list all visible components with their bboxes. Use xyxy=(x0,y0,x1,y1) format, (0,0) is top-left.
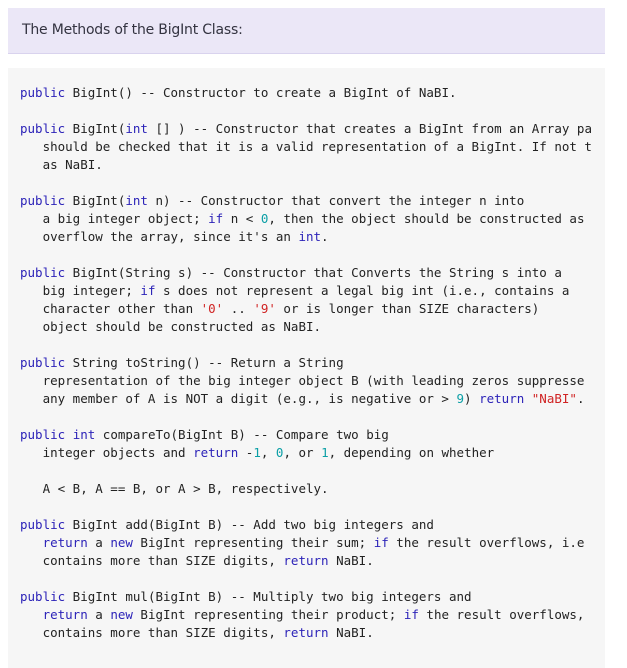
code-token-plain: contains more than SIZE digits, xyxy=(20,553,284,568)
code-token-plain: a big integer object; xyxy=(20,211,209,226)
code-token-kw: public xyxy=(20,121,66,136)
code-token-kw: public xyxy=(20,589,66,604)
code-token-kw: public xyxy=(20,427,66,442)
code-token-plain: a xyxy=(87,607,111,622)
code-line xyxy=(20,606,592,624)
code-line xyxy=(20,372,592,390)
code-token-plain xyxy=(524,391,532,406)
method-block xyxy=(20,588,592,642)
code-token-plain: ) xyxy=(464,391,480,406)
code-token-str: "NaBI" xyxy=(531,391,577,406)
code-token-kw: public xyxy=(20,193,66,208)
code-line xyxy=(20,534,592,552)
code-token-plain: BigInt( xyxy=(65,193,126,208)
method-block xyxy=(20,192,592,246)
code-token-plain: a xyxy=(87,535,111,550)
code-token-num: 1 xyxy=(321,445,329,460)
code-token-kw: new xyxy=(110,535,133,550)
code-token-plain: n < xyxy=(223,211,261,226)
method-block xyxy=(20,120,592,174)
code-line xyxy=(20,624,592,642)
code-token-plain: should be checked that it is a valid representation of a BigInt. If not t xyxy=(20,139,592,154)
code-token-num: 0 xyxy=(260,211,269,226)
code-panel xyxy=(8,68,605,668)
code-token-plain: String toString() -- Return a String xyxy=(65,355,344,370)
blank-line xyxy=(20,498,592,516)
code-token-plain: object should be constructed as NaBI. xyxy=(20,319,322,334)
code-line xyxy=(20,228,592,246)
section-title: The Methods of the BigInt Class: xyxy=(22,22,243,38)
method-block xyxy=(20,354,592,408)
code-token-kw: return xyxy=(42,607,88,622)
code-token-plain: contains more than SIZE digits, xyxy=(20,625,284,640)
code-token-num: 9 xyxy=(456,391,465,406)
blank-line xyxy=(20,570,592,588)
code-token-kw: public xyxy=(20,517,66,532)
code-line xyxy=(20,282,592,300)
code-token-kw: int xyxy=(72,427,96,442)
code-token-plain: A < B, A == B, or A > B, respectively. xyxy=(20,481,329,496)
code-line xyxy=(20,156,592,174)
code-line xyxy=(20,138,592,156)
code-token-plain: - xyxy=(238,445,254,460)
code-token-plain: integer objects and xyxy=(20,445,194,460)
method-block xyxy=(20,264,592,336)
code-token-plain: or is longer than SIZE characters) xyxy=(275,301,540,316)
blank-line xyxy=(20,102,592,120)
code-token-str: '9' xyxy=(253,301,276,316)
code-line xyxy=(20,552,592,570)
code-token-plain: , or xyxy=(283,445,322,460)
code-line xyxy=(20,390,592,408)
code-token-plain: BigInt mul(BigInt B) -- Multiply two big integers and xyxy=(65,589,472,604)
code-token-plain xyxy=(20,535,43,550)
code-token-plain: , xyxy=(260,445,276,460)
code-token-plain: BigInt(String s) -- Constructor that Converts the String s into a xyxy=(65,265,562,280)
code-token-plain: NaBI. xyxy=(328,625,374,640)
code-line xyxy=(20,210,592,228)
code-block xyxy=(20,84,592,642)
method-block xyxy=(20,516,592,570)
code-token-plain: . xyxy=(576,391,585,406)
code-token-plain: BigInt representing their product; xyxy=(132,607,404,622)
code-token-plain xyxy=(65,427,73,442)
code-token-kw: return xyxy=(193,445,239,460)
code-token-plain: big integer; xyxy=(20,283,141,298)
code-token-plain: [] ) -- Constructor that creates a BigInt from an Array pa xyxy=(147,121,592,136)
code-token-plain: the result overflows, i.e xyxy=(388,535,585,550)
code-token-kw: int xyxy=(125,121,148,136)
code-token-plain: BigInt representing their sum; xyxy=(132,535,374,550)
code-line xyxy=(20,318,592,336)
code-token-plain: BigInt() -- Constructor to create a BigInt of NaBI. xyxy=(65,85,457,100)
code-token-plain: character other than xyxy=(20,301,201,316)
code-token-plain: .. xyxy=(223,301,254,316)
code-line xyxy=(20,354,592,372)
blank-line xyxy=(20,336,592,354)
code-token-plain: compareTo(BigInt B) -- Compare two big xyxy=(95,427,389,442)
code-token-kw: if xyxy=(373,535,389,550)
code-token-str: '0' xyxy=(200,301,224,316)
code-token-plain: as NaBI. xyxy=(20,157,103,172)
code-line xyxy=(20,480,592,498)
code-token-plain: NaBI. xyxy=(328,553,374,568)
code-token-kw: if xyxy=(140,283,156,298)
code-line xyxy=(20,462,592,480)
code-token-plain: . xyxy=(321,229,329,244)
code-token-kw: return xyxy=(42,535,88,550)
code-token-kw: return xyxy=(283,625,329,640)
code-token-kw: int xyxy=(298,229,322,244)
code-line xyxy=(20,588,592,606)
method-block xyxy=(20,426,592,498)
code-line xyxy=(20,516,592,534)
code-token-kw: public xyxy=(20,85,66,100)
code-token-kw: if xyxy=(208,211,224,226)
code-token-plain: any member of A is NOT a digit (e.g., is negative or > xyxy=(20,391,457,406)
code-token-plain: , then the object should be constructed as xyxy=(268,211,585,226)
code-token-plain: , depending on whether xyxy=(328,445,495,460)
code-token-plain: representation of the big integer object B (with leading zeros suppresse xyxy=(20,373,585,388)
code-token-num: 1 xyxy=(253,445,261,460)
code-token-kw: if xyxy=(403,607,419,622)
code-token-kw: return xyxy=(283,553,329,568)
code-token-plain: BigInt add(BigInt B) -- Add two big integers and xyxy=(65,517,434,532)
code-token-kw: public xyxy=(20,355,66,370)
code-line xyxy=(20,84,592,102)
method-block xyxy=(20,84,592,102)
code-line xyxy=(20,264,592,282)
code-line xyxy=(20,426,592,444)
code-line xyxy=(20,444,592,462)
code-token-plain xyxy=(20,607,43,622)
code-token-kw: new xyxy=(110,607,133,622)
code-token-kw: int xyxy=(125,193,148,208)
section-header xyxy=(8,8,605,54)
blank-line xyxy=(20,174,592,192)
code-line xyxy=(20,120,592,138)
code-token-plain: overflow the array, since it's an xyxy=(20,229,299,244)
code-token-plain: s does not represent a legal big int (i.e., contains a xyxy=(155,283,570,298)
blank-line xyxy=(20,246,592,264)
code-token-num: 0 xyxy=(275,445,284,460)
blank-line xyxy=(20,408,592,426)
code-token-plain: the result overflows, xyxy=(418,607,585,622)
code-token-kw: public xyxy=(20,265,66,280)
code-token-plain: BigInt( xyxy=(65,121,126,136)
code-token-plain: n) -- Constructor that convert the integer n into xyxy=(147,193,525,208)
code-line xyxy=(20,192,592,210)
code-line xyxy=(20,300,592,318)
code-token-kw: return xyxy=(479,391,525,406)
